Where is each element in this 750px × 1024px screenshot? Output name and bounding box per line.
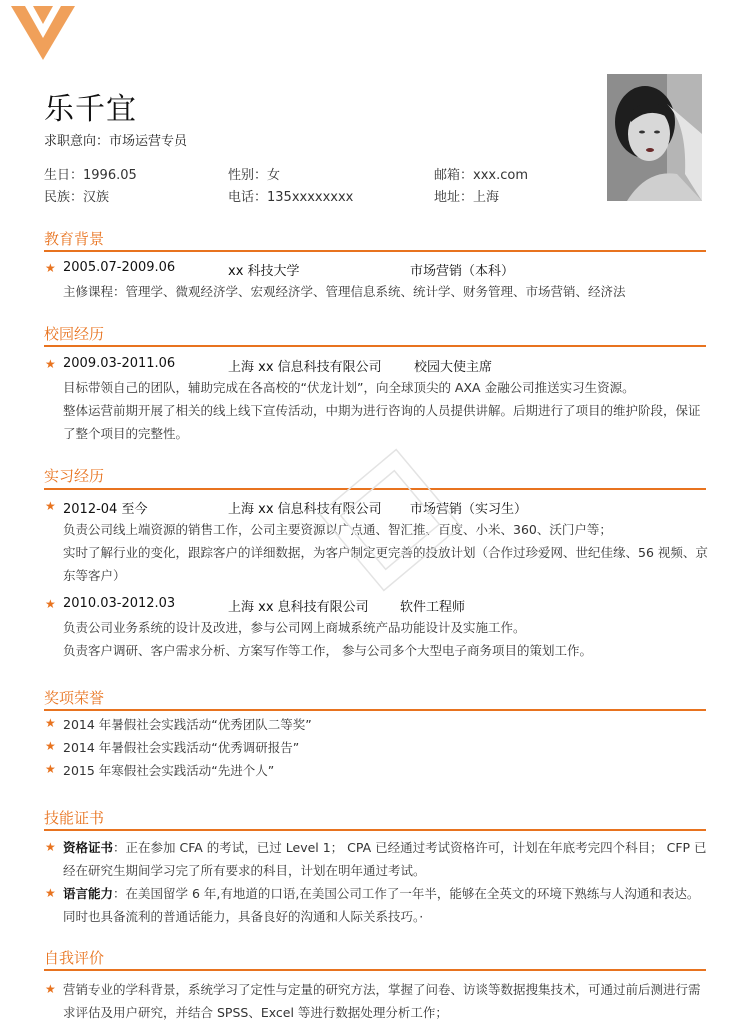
section-rule: [44, 709, 706, 711]
campus-line: 目标带领自己的团队，辅助完成在各高校的“伏龙计划”，向全球顶尖的 AXA 金融公司推送实习生资源。: [63, 380, 635, 395]
star-icon: ★: [45, 499, 56, 513]
watermark-icon: [310, 440, 470, 600]
star-icon: ★: [45, 739, 56, 753]
star-icon: ★: [45, 762, 56, 776]
skill-text: ：在美国留学 6 年,有地道的口语,在美国公司工作了一年半，能够在全英文的环境下熟练与人沟通和表达。同时也具备流利的普通话能力，具备良好的沟通和人际关系技巧。·: [63, 886, 700, 924]
star-icon: ★: [45, 597, 56, 611]
award-item: 2015 年寒假社会实践活动“先进个人”: [63, 763, 275, 778]
star-icon: ★: [45, 357, 56, 371]
star-icon: ★: [45, 982, 56, 996]
section-title-skills: 技能证书: [44, 809, 105, 827]
section-title-self: 自我评价: [44, 949, 105, 967]
star-icon: ★: [45, 261, 56, 275]
job-intent: 求职意向：市场运营专员: [44, 134, 188, 149]
skill-certificates: [63, 836, 708, 882]
job-date: 2010.03-2012.03: [63, 596, 176, 611]
job-org: 上海 xx 信息科技有限公司: [228, 502, 382, 517]
skill-label: 语言能力: [63, 886, 114, 901]
job-line: 负责公司业务系统的设计及改进，参与公司网上商城系统产品功能设计及实施工作。: [63, 620, 526, 635]
section-title-education: 教育背景: [44, 230, 105, 248]
education-school: xx 科技大学: [228, 264, 300, 279]
job-role: 市场营销（实习生）: [410, 502, 528, 517]
award-item: 2014 年暑假社会实践活动“优秀团队二等奖”: [63, 717, 312, 732]
job-role: 软件工程师: [400, 600, 466, 615]
education-major: 市场营销（本科）: [410, 264, 515, 279]
job-line: 负责公司线上端资源的销售工作，公司主要资源以广点通、智汇推、百度、小米、360、沃门户等；: [63, 522, 612, 537]
phone: 电话：135xxxxxxxx: [228, 190, 354, 205]
email: 邮箱：xxx.com: [434, 168, 528, 183]
campus-role: 校园大使主席: [414, 360, 493, 375]
star-icon: ★: [45, 716, 56, 730]
section-rule: [44, 829, 706, 831]
job-date: 2012-04 至今: [63, 502, 148, 517]
education-courses: 主修课程：管理学、微观经济学、宏观经济学、管理信息系统、统计学、财务管理、市场营销、经济法: [63, 284, 626, 299]
campus-line: 整体运营前期开展了相关的线上线下宣传活动，中期为进行咨询的人员提供讲解。后期进行了项目的维护阶段，保证了整个项目的完整性。: [63, 403, 701, 441]
profile-photo: [607, 74, 702, 201]
section-title-internship: 实习经历: [44, 467, 105, 485]
campus-org: 上海 xx 信息科技有限公司: [228, 360, 382, 375]
job-line: 负责客户调研、客户需求分析、方案写作等工作， 参与公司多个大型电子商务项目的策划工作。: [63, 643, 592, 658]
skill-text: ：正在参加 CFA 的考试，已过 Level 1； CPA 已经通过考试资格许可，计划在年底考完四个科目； CFP 已经在研究生期间学习完了所有要求的科目，计划在明年通过考试。: [63, 840, 707, 878]
star-icon: ★: [45, 840, 56, 854]
self-evaluation-text: 营销专业的学科背景，系统学习了定性与定量的研究方法，掌握了问卷、访谈等数据搜集技术，可通过前后测进行需求评估及用户研究，并结合 SPSS、Excel 等进行数据处理分析工作；: [63, 982, 701, 1020]
skill-language: [63, 882, 708, 928]
award-item: 2014 年暑假社会实践活动“优秀调研报告”: [63, 740, 300, 755]
gender: 性别：女: [228, 168, 281, 183]
section-title-awards: 奖项荣誉: [44, 689, 105, 707]
candidate-name: 乐千宜: [44, 92, 137, 127]
job-line: 实时了解行业的变化，跟踪客户的详细数据，为客户制定更完善的投放计划（合作过珍爱网、世纪佳缘、56 视频、京东等客户）: [63, 545, 708, 583]
education-date: 2005.07-2009.06: [63, 260, 176, 275]
birth-date: 生日：1996.05: [44, 168, 137, 183]
logo-triangle-icon: [11, 6, 75, 60]
job-description: [63, 616, 708, 662]
section-rule: [44, 345, 706, 347]
section-rule: [44, 250, 706, 252]
campus-date: 2009.03-2011.06: [63, 356, 176, 371]
address: 地址：上海: [434, 190, 500, 205]
section-title-campus: 校园经历: [44, 325, 105, 343]
section-rule: [44, 969, 706, 971]
skill-label: 资格证书: [63, 840, 114, 855]
job-org: 上海 xx 息科技有限公司: [228, 600, 369, 615]
ethnicity: 民族：汉族: [44, 190, 110, 205]
star-icon: ★: [45, 886, 56, 900]
campus-description: [63, 376, 708, 445]
